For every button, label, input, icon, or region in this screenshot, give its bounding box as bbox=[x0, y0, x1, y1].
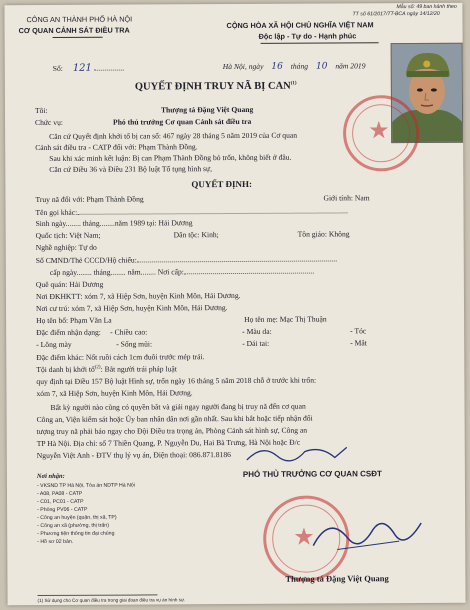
issuer-label: Tôi: bbox=[34, 105, 48, 116]
recipient-item: - VKSND TP Hà Nội, Tòa án NDTP Hà Nội bbox=[36, 482, 135, 490]
father-name: Họ tên bố: Phạm Văn La bbox=[36, 315, 112, 326]
birth-info: Sinh ngày........ tháng........năm 1989 tại: Hải Dương bbox=[35, 218, 193, 229]
document-title: QUYẾT ĐỊNH TRUY NÃ BỊ CAN$^{(1)}$ bbox=[134, 80, 297, 93]
recipient-item: - Công an huyện (quận, thị xã, TP) bbox=[37, 514, 117, 522]
recipient-item: - A08, PA08 - CATP bbox=[36, 490, 83, 498]
document-number: Số: 121 bbox=[53, 63, 124, 74]
height: - Chiều cao: bbox=[110, 327, 148, 337]
recipient-item: - Phòng PV06 - CATP bbox=[37, 506, 88, 514]
ethnicity: Dân tộc: Kinh; bbox=[173, 230, 219, 240]
charge: Tội danh bị khởi tố$^{(2)}$: Bắt người trái pháp luật bbox=[36, 364, 177, 375]
issuer-name: Thượng tá Đặng Việt Quang bbox=[160, 104, 254, 115]
signature-scribble-icon bbox=[243, 439, 353, 466]
position-label: Chức vụ: bbox=[35, 117, 64, 128]
agency-line-1: CÔNG AN THÀNH PHỐ HÀ NỘI bbox=[26, 14, 133, 25]
instruction-line-5: Nguyễn Việt Anh - ĐTV thụ lý vụ án, Điện thoại: 086.871.8186 bbox=[36, 450, 231, 461]
recipients-label: Nơi nhận: bbox=[36, 472, 65, 481]
form-code-1: Mẫu số: 49 ban hành theo bbox=[396, 3, 457, 11]
signature-icon bbox=[307, 509, 427, 560]
law-reference: quy định tại Điều 157 Bộ luật Hình sự, trốn ngày 16 tháng 5 năm 2018 chỗ ở trước khi trốn: bbox=[36, 375, 317, 387]
basis-line-2: Căn cứ Điều 36 và Điều 231 Bộ luật Tố tụng hình sự, bbox=[49, 164, 213, 174]
nation-line-1: CỘNG HÒA XÃ HỘI CHỦ NGHĨA VIỆT NAM bbox=[226, 20, 374, 31]
header-right-rule bbox=[261, 42, 379, 44]
id-issue-date: cấp ngày........ tháng........ năm........ Nơi cấp: bbox=[50, 266, 314, 277]
religion: Tôn giáo: Không bbox=[297, 229, 350, 239]
signer-name: Thượng tá Đặng Việt Quang bbox=[285, 573, 389, 584]
instruction-line-1: Bất kỳ người nào cũng có quyền bắt và giải ngay người đang bị truy nã đến cơ quan bbox=[50, 401, 306, 412]
recipient-item: - Hồ sơ 02 bản. bbox=[37, 538, 74, 546]
gender: Giới tính: Nam bbox=[323, 193, 370, 203]
top-seal-stamp: ★ bbox=[343, 95, 419, 171]
alias: Tên gọi khác: bbox=[35, 205, 347, 217]
last-residence: xóm 7, xã Hiệp Sơn, huyện Kinh Môn, Hải Dương. bbox=[36, 388, 193, 399]
nose: - Sống mũi: bbox=[116, 339, 153, 349]
footnote: (1) Sử dụng cho Cơ quan điều tra trong giai đoạn điều tra vụ án hình sự. bbox=[37, 597, 186, 604]
eyes: - Mắt bbox=[350, 338, 367, 348]
mother-name: Họ tên mẹ: Mạc Thị Thuận bbox=[244, 314, 327, 324]
registered-residence: Nơi ĐKHKTT: xóm 7, xã Hiệp Sơn, huyện Kinh Môn, Hải Dương. bbox=[35, 290, 241, 302]
recipient-item: - Phương tiện thông tin đại chúng bbox=[37, 530, 115, 538]
instruction-line-3: tượng truy nã phải báo ngay cho Đội Điều tra trọng án, Phòng Cảnh sát hình sự, Công an bbox=[36, 425, 308, 437]
hometown: Quê quán: Hải Dương bbox=[35, 279, 104, 290]
form-code-2: TT số 61/2017/TT-BCA ngày 14/12/20 bbox=[352, 10, 440, 18]
position-value: Phó thủ trưởng Cơ quan Cảnh sát điều tra bbox=[113, 116, 252, 127]
other-features: Đặc điểm khác: Nốt ruồi cách 1cm đuôi trước mép trái. bbox=[36, 352, 205, 363]
bottom-seal-stamp: ★ bbox=[263, 495, 349, 581]
instruction-line-4: TP Hà Nội. Địa chỉ: số 7 Thiền Quang, P. Nguyễn Du, Hai Bà Trưng, Hà Nội hoặc Đ/c bbox=[36, 437, 301, 449]
nation-line-2: Độc lập - Tự do - Hạnh phúc bbox=[258, 31, 357, 41]
skin-color: - Màu da: bbox=[242, 326, 272, 336]
recipient-item: - Công an xã (phường, thị trấn) bbox=[37, 522, 109, 530]
wanted-notice-document bbox=[4, 3, 465, 605]
decision-heading: QUYẾT ĐỊNH: bbox=[191, 178, 252, 190]
hair: - Tóc bbox=[350, 326, 367, 336]
basis-line-1: Căn cứ Quyết định khởi tố bị can số: 467 ngày 28 tháng 5 năm 2019 của Cơ quan bbox=[49, 130, 298, 141]
eyebrows: - Lông mày bbox=[36, 339, 72, 350]
current-residence: Nơi cư trú: xóm 7, xã Hiệp Sơn, huyện Kinh Môn, Hải Dương. bbox=[35, 303, 228, 314]
earlobe: - Dái tai: bbox=[242, 338, 270, 348]
recipient-item: - C01, PC01 - CATP bbox=[37, 498, 84, 506]
wanted-person: Truy nã đối với: Phạm Thành Đồng bbox=[35, 194, 144, 205]
document-date: Hà Nội, ngày 16 tháng 10 năm 2019 bbox=[222, 61, 366, 72]
identification-label: Đặc điểm nhận dạng: bbox=[36, 327, 101, 338]
agency-line-2: CƠ QUAN CẢNH SÁT ĐIỀU TRA bbox=[18, 25, 130, 36]
occupation: Nghề nghiệp: Tự do bbox=[35, 242, 97, 253]
signer-position: PHÓ THỦ TRƯỞNG CƠ QUAN CSĐT bbox=[242, 469, 382, 479]
verification-line: Sau khi xác minh kết luận: Bị can Phạm Thành Đồng bỏ trốn, không biết ở đâu. bbox=[49, 152, 292, 163]
basis-line-1b: Cảnh sát điều tra - CATP đối với: Phạm Thành Đồng. bbox=[35, 142, 198, 153]
footnote-rule bbox=[38, 594, 158, 596]
header-left-rule bbox=[53, 37, 103, 38]
id-number: Số CMND/Thẻ CCCD/Hộ chiếu: bbox=[36, 253, 337, 265]
instruction-line-2: Công an, Viện kiểm sát hoặc Ủy ban nhân dân nơi gần nhất. Sau khi bắt hoặc tiếp nhận đối bbox=[36, 413, 313, 425]
nationality: Quốc tịch: Việt Nam; bbox=[35, 230, 101, 241]
